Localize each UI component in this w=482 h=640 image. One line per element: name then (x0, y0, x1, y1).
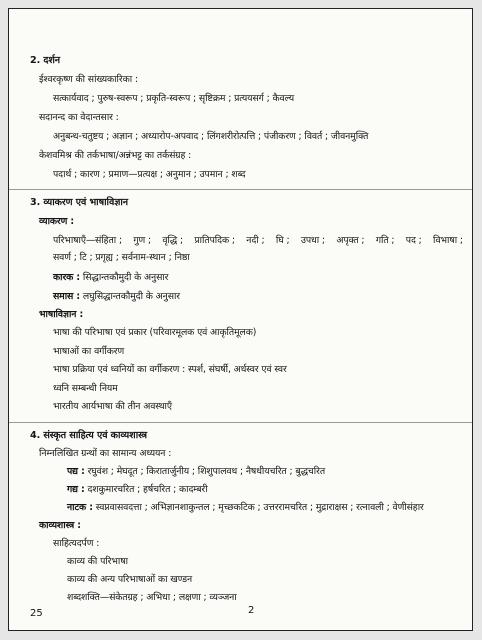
bhashavigyan-label: भाषाविज्ञान : (39, 309, 84, 320)
paribhasha-term: गति ; (375, 235, 395, 246)
karak-label: कारक : (53, 272, 80, 283)
page-code: 25 (30, 608, 43, 619)
paribhasha-term: गुण ; (133, 235, 151, 246)
padya-text: रघुवंश ; मेघदूत ; किरातार्जुनीय ; शिशुपालवध ; नैषधीयचरित ; बुद्धचरित (87, 466, 326, 477)
vyakaran-label: व्याकरण : (39, 216, 74, 227)
section-4-heading: 4. संस्कृत साहित्य एवं काव्यशास्त्र (30, 430, 147, 441)
bhasha-item: भाषा की परिभाषा एवं प्रकार (परिवारमूलक एवं आकृतिमूलक) (53, 327, 257, 338)
paribhasha-term: विभाषा ; (433, 235, 463, 246)
padya-line (67, 466, 325, 478)
sahityadarpan-title: साहित्यदर्पण : (53, 538, 100, 549)
paribhasha-term: प्रातिपदिक ; (194, 235, 235, 246)
bhasha-item: भाषा प्रक्रिया एवं ध्वनियों का वर्गीकरण : स्पर्श, संघर्षी, अर्धस्वर एवं स्वर (53, 364, 287, 375)
vedantasara-title: सदानन्द का वेदान्तसार : (39, 112, 119, 123)
karak-line (53, 272, 168, 284)
paribhasha-term: उपधा ; (300, 235, 325, 246)
bhasha-item: भारतीय आर्यभाषा की तीन अवस्थाएँ (53, 401, 172, 412)
page-number: 2 (248, 605, 255, 616)
paribhasha-continuation: सवर्ण ; टि ; प्रगृह्य ; सर्वनाम-स्थान ; निष्ठा (53, 252, 190, 263)
section-divider (9, 189, 472, 190)
paribhasha-term: वृद्धि ; (162, 235, 184, 246)
section-3-heading: 3. व्याकरण एवं भाषाविज्ञान (30, 197, 128, 208)
kavya-item: काव्य की परिभाषा (67, 556, 128, 567)
sankhyakarika-title: ईश्वरकृष्ण की सांख्यकारिका : (39, 74, 138, 85)
paribhasha-term: घि ; (275, 235, 290, 246)
gadya-line (67, 484, 208, 496)
natak-text: स्वप्नवासवदत्ता ; अभिज्ञानशाकुन्तल ; मृच्छकटिक ; उत्तररामचरित ; मुद्राराक्षस ; रत्नावली ; वेणीसंहार (95, 502, 424, 513)
natak-line (67, 502, 424, 514)
padya-label: पद्य : (67, 466, 85, 477)
kavya-item: शब्दशक्ति—संकेतग्रह ; अभिधा ; लक्षणा ; व्यञ्जना (67, 592, 237, 603)
granth-intro: निम्नलिखित ग्रन्थों का सामान्य अध्ययन : (39, 448, 172, 459)
sankhyakarika-topics: सत्कार्यवाद ; पुरुष-स्वरूप ; प्रकृति-स्वरूप ; सृष्टिक्रम ; प्रत्ययसर्ग ; कैवल्य (53, 93, 295, 104)
bhasha-item: भाषाओं का वर्गीकरण (53, 346, 125, 357)
natak-label: नाटक : (67, 502, 93, 513)
paribhasha-term: अपृक्त ; (336, 235, 365, 246)
paribhasha-term: पद ; (405, 235, 422, 246)
tarkabhasha-title: केशवमिश्र की तर्कभाषा/अन्नंभट्ट का तर्कसंग्रह : (39, 150, 192, 161)
vedantasara-topics: अनुबन्ध-चतुष्टय ; अज्ञान ; अध्यारोप-अपवाद ; लिंगशरीरोत्पत्ति ; पंजीकरण ; विवर्त ; जीवनमुक्ति (53, 131, 369, 142)
paribhasha-line (53, 235, 463, 247)
kavyashastra-label: काव्यशास्त्र : (39, 520, 81, 531)
document-page (8, 8, 473, 631)
gadya-label: गद्य : (67, 484, 85, 495)
tarkabhasha-topics: पदार्थ ; कारण ; प्रमाण—प्रत्यक्ष ; अनुमान ; उपमान ; शब्द (53, 169, 246, 180)
paribhasha-term: परिभाषाएँ—संहिता ; (53, 235, 122, 246)
section-divider (9, 422, 472, 423)
paribhasha-term: नदी ; (246, 235, 265, 246)
bhasha-item: ध्वनि सम्बन्धी नियम (53, 383, 118, 394)
kavya-item: काव्य की अन्य परिभाषाओं का खण्डन (67, 574, 193, 585)
gadya-text: दशकुमारचरित ; हर्षचरित ; कादम्बरी (87, 484, 208, 495)
karak-text: सिद्धान्तकौमुदी के अनुसार (82, 272, 169, 283)
section-2-heading: 2. दर्शन (30, 55, 61, 66)
samas-label: समास : (53, 291, 80, 302)
samas-line (53, 291, 180, 303)
samas-text: लघुसिद्धान्तकौमुदी के अनुसार (82, 291, 181, 302)
